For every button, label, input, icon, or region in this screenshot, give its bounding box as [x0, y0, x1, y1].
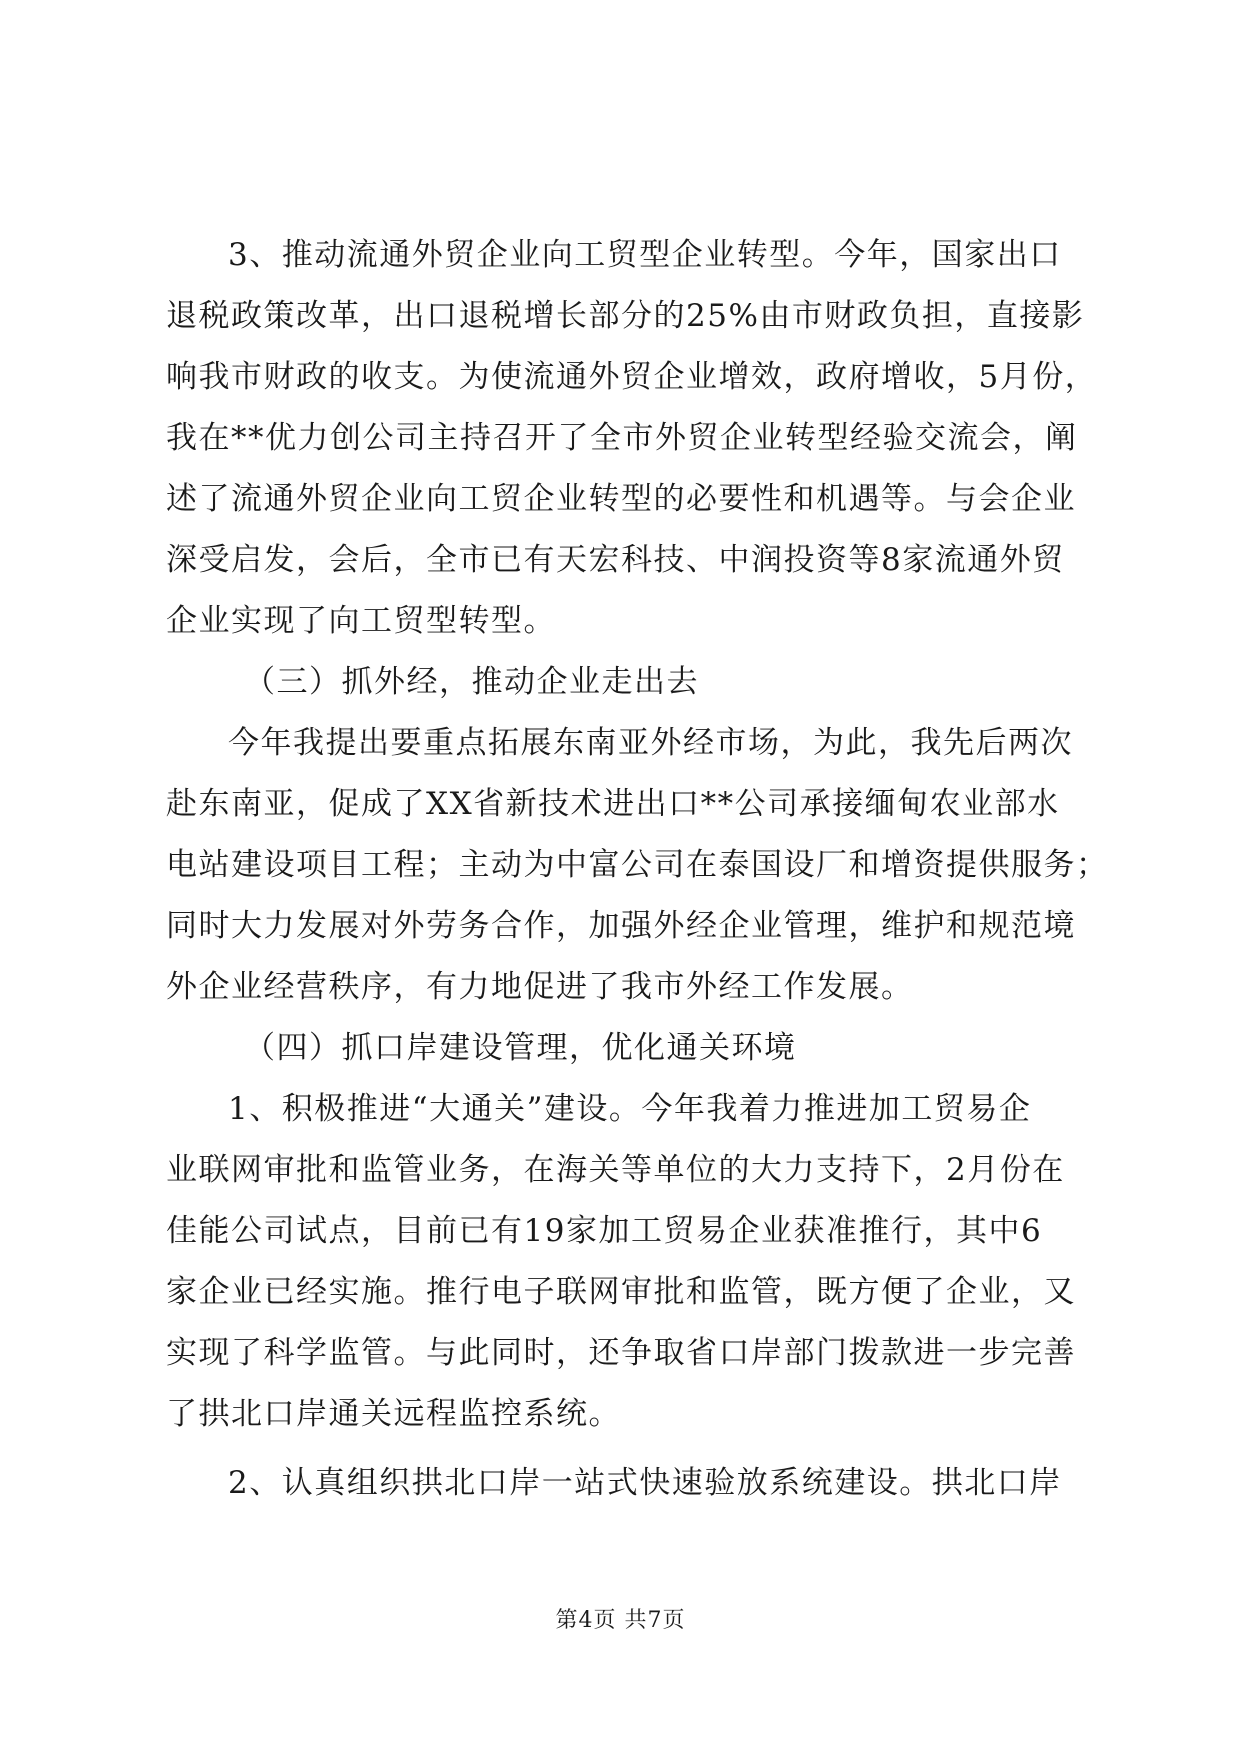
paragraph-line: 外企业经营秩序，有力地促进了我市外经工作发展。: [166, 969, 914, 1005]
paragraph-line: 实现了科学监管。与此同时，还争取省口岸部门拨款进一步完善: [166, 1335, 1076, 1371]
paragraph-line: 深受启发，会后，全市已有天宏科技、中润投资等8家流通外贸: [166, 542, 1065, 578]
paragraph-line: 企业实现了向工贸型转型。: [166, 603, 556, 639]
paragraph-line: 退税政策改革，出口退税增长部分的25%由市财政负担，直接影: [166, 298, 1085, 334]
paragraph-line: 1、积极推进“大通关”建设。今年我着力推进加工贸易企: [228, 1091, 1032, 1127]
document-body: [166, 225, 1109, 1514]
paragraph-line: 佳能公司试点，目前已有19家加工贸易企业获准推行，其中6: [166, 1213, 1043, 1249]
paragraph-line: 2、认真组织拱北口岸一站式快速验放系统建设。拱北口岸: [228, 1465, 1062, 1501]
paragraph-spacer: [166, 1445, 1091, 1453]
paragraph-line: 3、推动流通外贸企业向工贸型企业转型。今年，国家出口: [228, 237, 1062, 273]
paragraph-line: 同时大力发展对外劳务合作，加强外经企业管理，维护和规范境: [166, 908, 1076, 944]
paragraph-line: 家企业已经实施。推行电子联网审批和监管，既方便了企业，又: [166, 1274, 1076, 1310]
paragraph-line: 今年我提出要重点拓展东南亚外经市场，为此，我先后两次: [228, 725, 1073, 761]
paragraph-line: 电站建设项目工程；主动为中富公司在泰国设厂和增资提供服务；: [166, 847, 1109, 883]
paragraph-line: 响我市财政的收支。为使流通外贸企业增效，政府增收，5月份，: [166, 359, 1098, 395]
paragraph-line: 我在**优力创公司主持召开了全市外贸企业转型经验交流会，阐: [166, 420, 1078, 456]
section-heading: （三）抓外经，推动企业走出去: [244, 664, 699, 700]
paragraph-line: 述了流通外贸企业向工贸企业转型的必要性和机遇等。与会企业: [166, 481, 1076, 517]
paragraph-line: 业联网审批和监管业务，在海关等单位的大力支持下，2月份在: [166, 1152, 1065, 1188]
paragraph-line: 赴东南亚，促成了XX省新技术进出口**公司承接缅甸农业部水: [166, 786, 1060, 822]
section-heading: （四）抓口岸建设管理，优化通关环境: [244, 1030, 797, 1066]
page-number-footer: 第4页 共7页: [555, 1608, 686, 1633]
paragraph-line: 了拱北口岸通关远程监控系统。: [166, 1396, 621, 1432]
